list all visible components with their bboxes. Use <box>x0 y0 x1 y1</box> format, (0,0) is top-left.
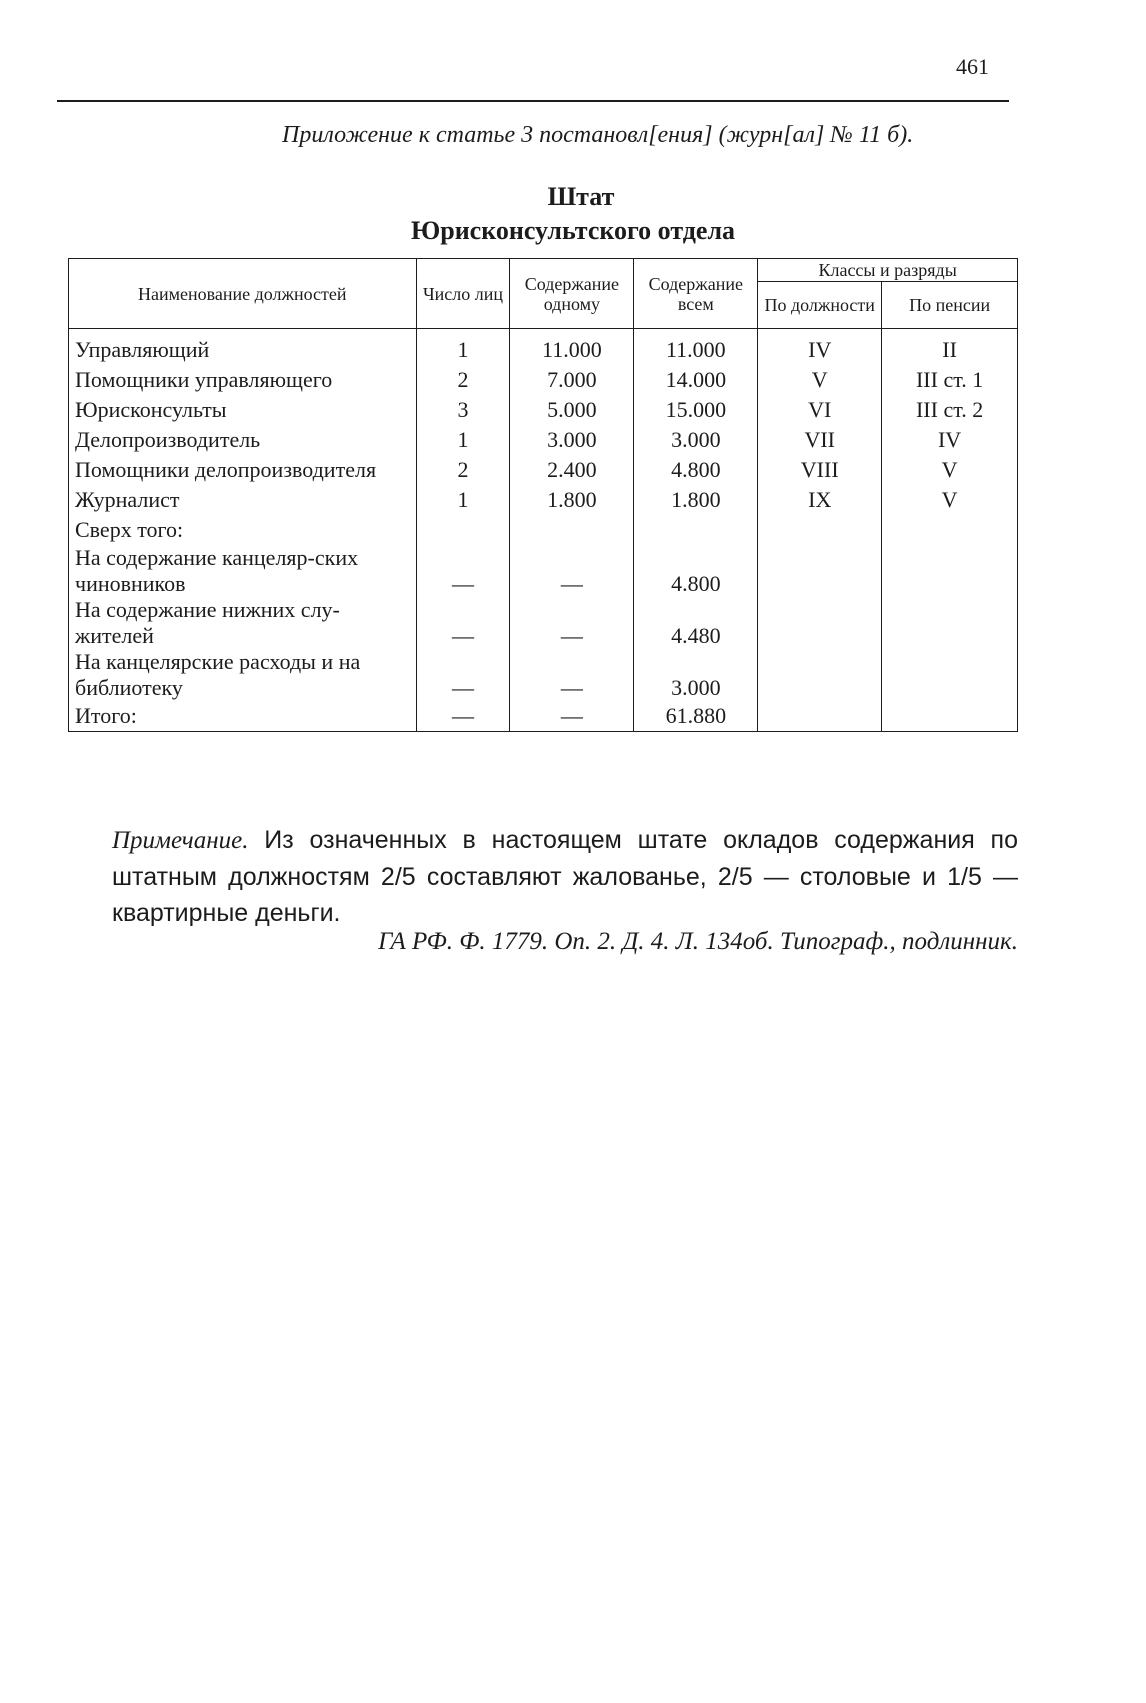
row-class-position: V <box>758 365 882 395</box>
row-count: — <box>416 701 510 732</box>
row-salary-all: 61.880 <box>634 701 758 732</box>
row-salary-all: 3.000 <box>634 425 758 455</box>
row-class-position: IX <box>758 485 882 515</box>
row-salary-all: 4.480 <box>634 597 758 649</box>
row-salary-one: — <box>510 597 634 649</box>
row-class-position <box>758 545 882 597</box>
row-name: Итого: <box>69 701 417 732</box>
row-salary-one: — <box>510 545 634 597</box>
table-row <box>69 597 1018 649</box>
row-count: 1 <box>416 425 510 455</box>
row-salary-all: 14.000 <box>634 365 758 395</box>
row-name: Помощники делопроизводителя <box>69 455 417 485</box>
header-name: Наименование должностей <box>69 259 417 329</box>
header-salary-one: Содержание одному <box>510 259 634 329</box>
table-row <box>69 485 1018 515</box>
header-classes: Классы и разряды <box>758 259 1018 282</box>
table-row <box>69 515 1018 545</box>
row-class-pension: III ст. 2 <box>882 395 1018 425</box>
row-salary-all: 4.800 <box>634 455 758 485</box>
staff-table <box>68 258 1018 732</box>
row-salary-all: 1.800 <box>634 485 758 515</box>
footnote-text: Из означенных в настоящем штате окладов содержания по штатным должностям 2/5 составляют жалованье, 2/5 — столовые и 1/5 — квартирные деньги. <box>112 826 1018 927</box>
row-class-pension <box>882 701 1018 732</box>
row-class-position: VI <box>758 395 882 425</box>
row-class-pension: V <box>882 485 1018 515</box>
title-line-1: Штат <box>547 182 615 211</box>
row-class-pension: II <box>882 329 1018 366</box>
row-salary-one: 3.000 <box>510 425 634 455</box>
title-line-2: Юрисконсультского отдела <box>410 216 736 245</box>
row-count: — <box>416 649 510 701</box>
table-row <box>69 455 1018 485</box>
row-salary-one: 1.800 <box>510 485 634 515</box>
footnote-lead: Примечание. <box>112 827 249 854</box>
row-salary-one: 11.000 <box>510 329 634 366</box>
row-salary-one: — <box>510 649 634 701</box>
row-class-pension: III ст. 1 <box>882 365 1018 395</box>
row-salary-all: 3.000 <box>634 649 758 701</box>
row-class-pension <box>882 515 1018 545</box>
header-by-position: По должности <box>758 282 882 329</box>
row-salary-all: 11.000 <box>634 329 758 366</box>
table-row <box>69 545 1018 597</box>
row-name: Сверх того: <box>69 515 417 545</box>
table-row <box>69 425 1018 455</box>
row-name: На канцелярские расходы и на библиотеку <box>69 649 417 701</box>
row-class-position <box>758 515 882 545</box>
row-salary-one: 5.000 <box>510 395 634 425</box>
header-salary-all: Содержание всем <box>634 259 758 329</box>
table-row-total <box>69 701 1018 732</box>
header-count: Число лиц <box>416 259 510 329</box>
document-title <box>0 180 1146 248</box>
row-class-pension <box>882 545 1018 597</box>
row-name: На содержание нижних слу-жителей <box>69 597 417 649</box>
row-salary-one <box>510 515 634 545</box>
row-class-pension: V <box>882 455 1018 485</box>
row-name: Помощники управляющего <box>69 365 417 395</box>
row-name: На содержание канцеляр-ских чиновников <box>69 545 417 597</box>
row-count: 2 <box>416 455 510 485</box>
row-count: 3 <box>416 395 510 425</box>
row-name: Юрисконсульты <box>69 395 417 425</box>
page-number: 461 <box>956 54 989 79</box>
row-salary-all: 4.800 <box>634 545 758 597</box>
header-rule <box>57 100 1009 102</box>
row-count: 2 <box>416 365 510 395</box>
row-class-position: VIII <box>758 455 882 485</box>
row-name: Журналист <box>69 485 417 515</box>
row-count: — <box>416 545 510 597</box>
row-salary-one: 7.000 <box>510 365 634 395</box>
row-class-position <box>758 649 882 701</box>
footnote <box>112 822 1018 931</box>
row-count: — <box>416 597 510 649</box>
row-salary-all <box>634 515 758 545</box>
row-class-pension <box>882 597 1018 649</box>
row-count <box>416 515 510 545</box>
table-row <box>69 649 1018 701</box>
table-row <box>69 365 1018 395</box>
row-count: 1 <box>416 329 510 366</box>
row-class-position <box>758 701 882 732</box>
row-class-pension: IV <box>882 425 1018 455</box>
row-count: 1 <box>416 485 510 515</box>
row-class-position: IV <box>758 329 882 366</box>
header-by-pension: По пенсии <box>882 282 1018 329</box>
table-row <box>69 395 1018 425</box>
archive-source: ГА РФ. Ф. 1779. Оп. 2. Д. 4. Л. 134об. Типограф., подлинник. <box>378 928 1018 955</box>
row-class-position: VII <box>758 425 882 455</box>
row-class-position <box>758 597 882 649</box>
row-salary-one: — <box>510 701 634 732</box>
table-row <box>69 329 1018 366</box>
appendix-note: Приложение к статье 3 постановл[ения] (журн[ал] № 11 б). <box>282 122 914 148</box>
row-name: Управляющий <box>69 329 417 366</box>
row-name: Делопроизводитель <box>69 425 417 455</box>
row-salary-all: 15.000 <box>634 395 758 425</box>
row-class-pension <box>882 649 1018 701</box>
row-salary-one: 2.400 <box>510 455 634 485</box>
